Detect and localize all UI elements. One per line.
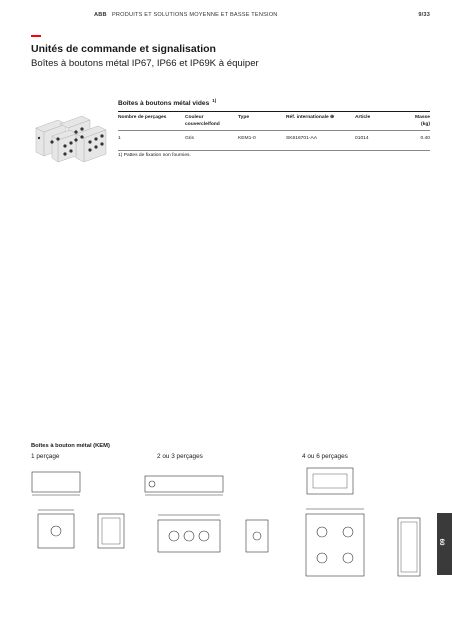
page-header [0,12,452,22]
col-header: Masse (kg) [415,115,430,127]
accent-bar [31,35,41,37]
brand-logo-text: ABB [94,12,107,18]
table-title: Boîtes à boutons métal vides $^{1)}$ [118,98,217,108]
table-cell: SK616701-AA [286,136,317,141]
col-header: Couleur couvercle/fond [185,115,220,127]
table-cell: 1 [118,136,121,141]
table-cell: 01014 [355,136,369,141]
table-rule [118,150,430,151]
drawing-label-1: 1 perçage [31,453,60,460]
section-title: PRODUITS ET SOLUTIONS MOYENNE ET BASSE TENSION [112,12,278,18]
page-subtitle: Boîtes à boutons métal IP67, IP66 et IP69K à équiper [31,58,259,69]
drawing-label-2: 2 ou 3 perçages [157,453,203,460]
col-header: Réf. internationale ⊕ [286,115,335,120]
page-title: Unités de commande et signalisation [31,43,216,55]
col-header: Type [238,115,250,120]
col-header: Nombre de perçages [118,115,167,120]
table-cell: KEM1-0 [238,136,256,141]
table-cell: Gris [185,136,194,141]
product-photo [32,110,112,162]
table-cell: 0.40 [420,136,430,141]
table-footnote: 1) Pattes de fixation non fournies. [118,153,191,158]
chapter-tab [437,513,452,575]
col-header: Article [355,115,371,120]
drawings-title: Boîtes à bouton métal (KEM) [31,443,110,449]
table-rule [118,130,430,131]
technical-drawings [0,462,452,602]
table-rule [118,111,430,112]
chapter-number: 09 [440,538,447,546]
drawing-label-3: 4 ou 6 perçages [302,453,348,460]
page-number: 9/33 [418,12,430,18]
